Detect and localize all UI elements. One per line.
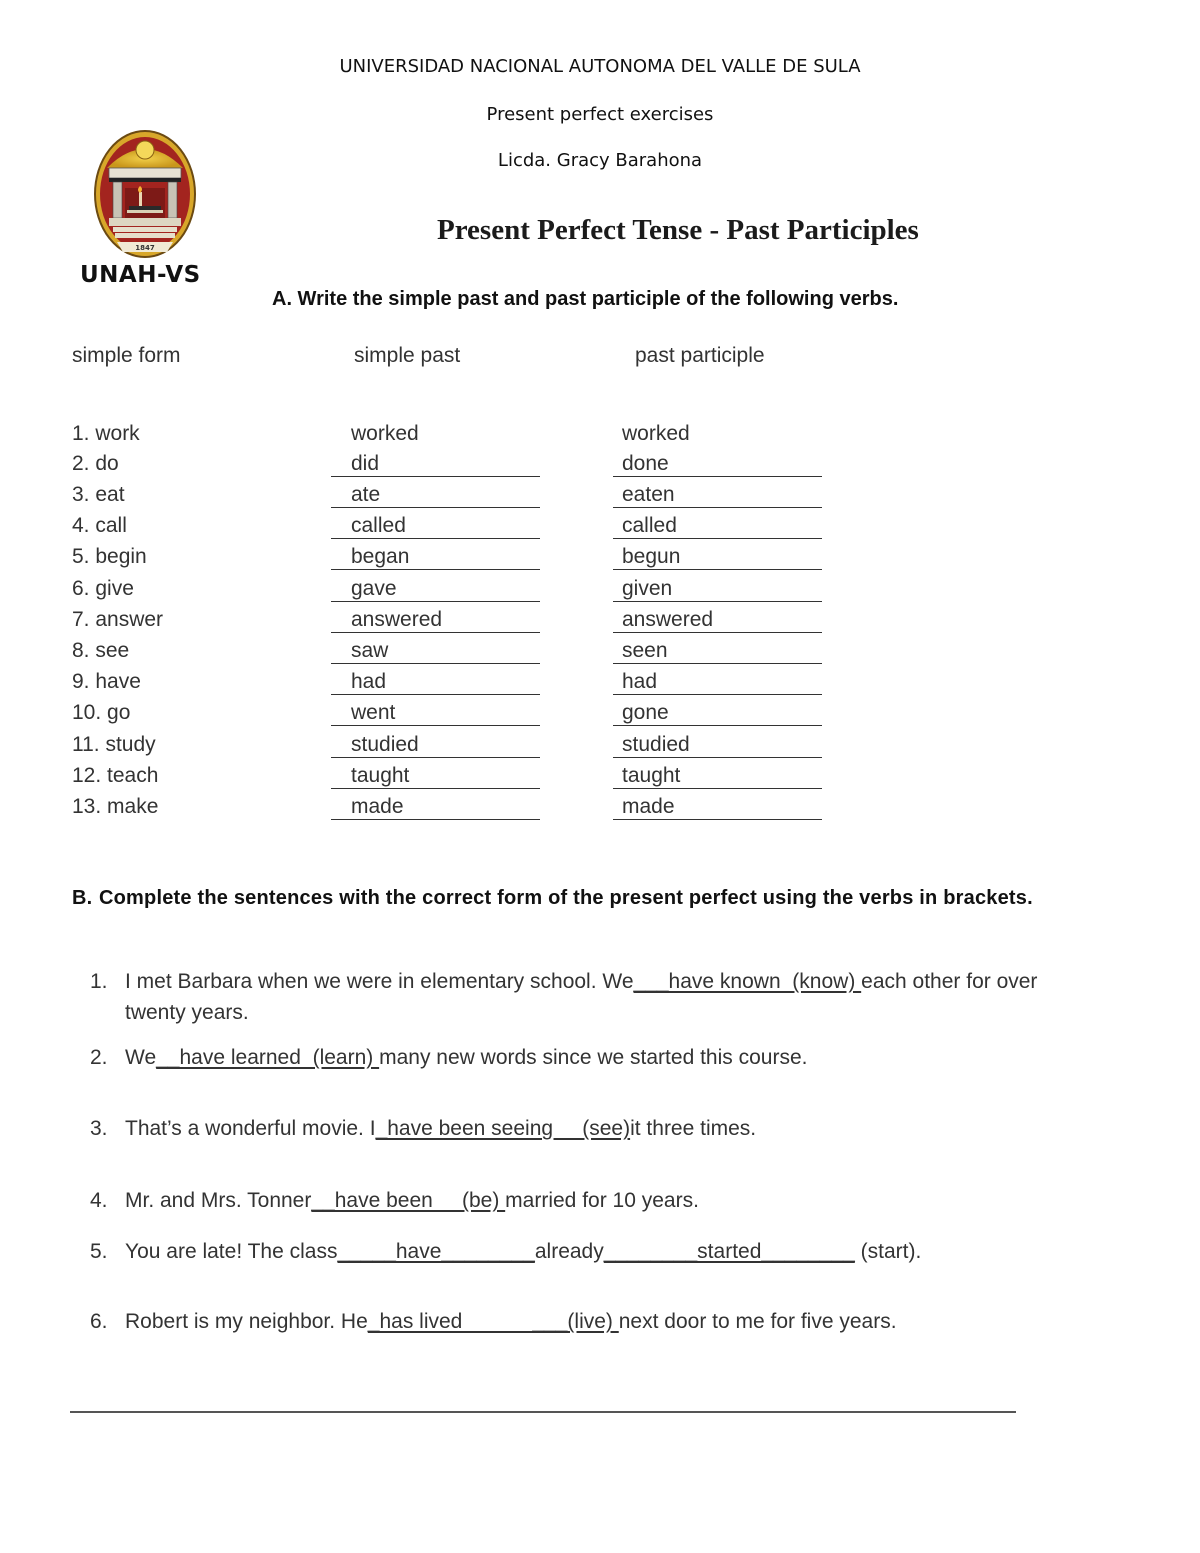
sentence-item [90,966,1100,1028]
answer-blank[interactable]: _____have________ [337,1240,535,1263]
verb-base-form: 6. give [72,577,134,600]
simple-past-answer[interactable]: made [331,794,540,820]
past-participle-answer[interactable]: studied [613,732,822,758]
sentence-item [90,1236,1100,1267]
sentence-number: 2. [90,1046,108,1069]
verb-row [0,421,1200,451]
sentence-number: 3. [90,1117,108,1140]
column-header-past-participle: past participle [635,344,765,367]
simple-past-answer[interactable]: began [331,544,540,570]
sentence-text: Robert is my neighbor. He [125,1310,368,1333]
verb-base-form: 3. eat [72,483,125,506]
answer-blank[interactable]: __have learned (learn) [156,1046,380,1069]
past-participle-answer[interactable]: gone [613,700,822,726]
simple-past-answer: worked [351,422,419,445]
footer-divider [70,1411,1016,1413]
verb-row [0,732,1200,762]
simple-past-answer[interactable]: studied [331,732,540,758]
section-b-label: B. [72,887,93,909]
simple-past-answer[interactable]: answered [331,607,540,633]
sentence-item [90,1306,1100,1337]
past-participle-answer[interactable]: called [613,513,822,539]
simple-past-answer[interactable]: ate [331,482,540,508]
sentence-text: each other for over twenty years. [125,970,1038,1024]
verb-row [0,794,1200,824]
sentence-text: married for 10 years. [505,1189,699,1212]
sentence-text: We [125,1046,157,1069]
verb-base-form: 4. call [72,514,127,537]
simple-past-answer[interactable]: taught [331,763,540,789]
verb-base-form: 10. go [72,701,131,724]
answer-blank[interactable]: _has lived ___(live) [367,1310,619,1333]
verb-row [0,513,1200,543]
column-header-simple-form: simple form [72,344,181,367]
past-participle-answer[interactable]: done [613,451,822,477]
verb-base-form: 7. answer [72,608,164,631]
answer-blank[interactable]: __have been (be) [311,1189,506,1212]
verb-base-form: 2. do [72,452,119,475]
logo-wordmark: UNAH-VS [80,262,201,288]
verb-row [0,638,1200,668]
past-participle-answer[interactable]: eaten [613,482,822,508]
section-a-instruction: A. Write the simple past and past participle of the following verbs. [272,288,899,310]
document-subtitle: Present perfect exercises [486,104,714,125]
past-participle-answer[interactable]: begun [613,544,822,570]
past-participle-answer[interactable]: had [613,669,822,695]
verb-row [0,700,1200,730]
sentence-text: already [534,1240,604,1263]
answer-blank[interactable]: ___have known (know) [633,970,862,993]
section-b-text: Complete the sentences with the correct form of the present perfect using the verbs in brackets. [99,887,1033,909]
sentence-text: it three times. [630,1117,757,1140]
verb-base-form: 5. begin [72,545,147,568]
simple-past-answer[interactable]: saw [331,638,540,664]
verb-row [0,544,1200,574]
university-seal-logo [93,128,197,260]
past-participle-answer[interactable]: answered [613,607,822,633]
verb-row [0,451,1200,481]
sentence-text: That’s a wonderful movie. I [125,1117,376,1140]
simple-past-answer[interactable]: called [331,513,540,539]
sentence-text: Mr. and Mrs. Tonner [125,1189,312,1212]
verb-base-form: 13. make [72,795,159,818]
answer-blank[interactable]: ________started________ [603,1240,855,1263]
verb-base-form: 9. have [72,670,141,693]
past-participle-answer: worked [622,422,690,445]
sentence-text: You are late! The class [125,1240,338,1263]
past-participle-answer[interactable]: given [613,576,822,602]
verb-row [0,669,1200,699]
sentence-item [90,1113,1100,1144]
verb-row [0,576,1200,606]
sentence-number: 5. [90,1240,108,1263]
sentence-number: 4. [90,1189,108,1212]
past-participle-answer[interactable]: made [613,794,822,820]
verb-base-form: 11. study [72,733,156,756]
verb-row [0,607,1200,637]
simple-past-answer[interactable]: went [331,700,540,726]
verb-row [0,482,1200,512]
column-header-simple-past: simple past [354,344,461,367]
sentence-item [90,1042,1100,1073]
simple-past-answer[interactable]: gave [331,576,540,602]
sentence-item [90,1185,1100,1216]
simple-past-answer[interactable]: did [331,451,540,477]
sentence-text: (start). [854,1240,922,1263]
sentence-text: many new words since we started this course. [379,1046,808,1069]
past-participle-answer[interactable]: taught [613,763,822,789]
verb-base-form: 12. teach [72,764,159,787]
sentence-number: 1. [90,970,108,993]
sentence-text: I met Barbara when we were in elementary school. We [125,970,634,993]
sentence-number: 6. [90,1310,108,1333]
section-b-instruction [72,883,1092,913]
verb-base-form: 8. see [72,639,130,662]
sentence-text: next door to me for five years. [618,1310,897,1333]
page-title: Present Perfect Tense - Past Participles [437,214,919,246]
svg-text:1847: 1847 [135,244,155,252]
verb-row [0,763,1200,793]
past-participle-answer[interactable]: seen [613,638,822,664]
university-name: UNIVERSIDAD NACIONAL AUTONOMA DEL VALLE DE SULA [339,56,861,77]
verb-base-form: 1. work [72,422,140,445]
instructor-name: Licda. Gracy Barahona [497,150,703,171]
answer-blank[interactable]: _have been seeing (see) [375,1117,631,1140]
simple-past-answer[interactable]: had [331,669,540,695]
